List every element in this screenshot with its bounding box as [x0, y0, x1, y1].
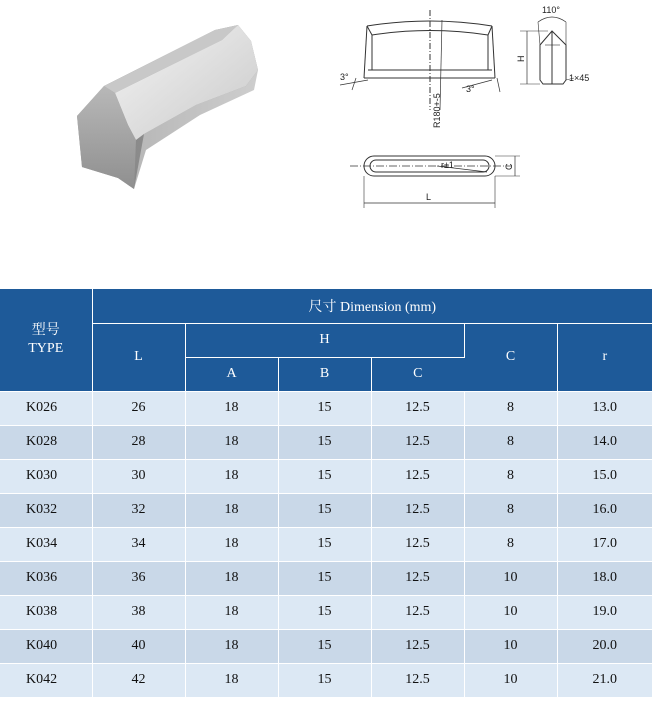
table-row — [0, 391, 652, 425]
specification-table — [0, 289, 652, 698]
cell-b: 15 — [278, 493, 371, 527]
cell-l: 42 — [92, 663, 185, 697]
cell-b: 15 — [278, 527, 371, 561]
cell-a: 18 — [185, 493, 278, 527]
cell-r: 17.0 — [557, 527, 652, 561]
cell-c: 10 — [464, 663, 557, 697]
cell-c-sub: 12.5 — [371, 391, 464, 425]
radius-label: R180+-5 — [432, 93, 442, 128]
cell-b: 15 — [278, 561, 371, 595]
col-header-r: r — [557, 323, 652, 391]
cell-c-sub: 12.5 — [371, 527, 464, 561]
cell-type: K032 — [0, 493, 92, 527]
cell-c: 8 — [464, 527, 557, 561]
cell-r: 21.0 — [557, 663, 652, 697]
edge-radius-label: r±1 — [441, 160, 454, 170]
cell-r: 20.0 — [557, 629, 652, 663]
draft-angle-left-label: 3° — [340, 72, 349, 82]
cell-l: 32 — [92, 493, 185, 527]
cell-type: K040 — [0, 629, 92, 663]
table-row — [0, 459, 652, 493]
type-header — [0, 289, 92, 391]
cell-r: 15.0 — [557, 459, 652, 493]
col-header-c: C — [464, 323, 557, 391]
col-header-c-sub: C — [371, 357, 464, 391]
col-header-a: A — [185, 357, 278, 391]
cell-l: 26 — [92, 391, 185, 425]
cell-b: 15 — [278, 391, 371, 425]
cell-a: 18 — [185, 595, 278, 629]
cell-type: K028 — [0, 425, 92, 459]
product-illustration-area — [0, 0, 652, 286]
draft-angle-right-label: 3° — [466, 84, 475, 94]
cell-l: 34 — [92, 527, 185, 561]
cell-r: 18.0 — [557, 561, 652, 595]
cell-c: 8 — [464, 425, 557, 459]
col-header-l: L — [92, 323, 185, 391]
cell-c-sub: 12.5 — [371, 629, 464, 663]
cell-type: K030 — [0, 459, 92, 493]
cell-c-sub: 12.5 — [371, 459, 464, 493]
col-header-b: B — [278, 357, 371, 391]
col-header-h: H — [185, 323, 464, 357]
cell-c: 8 — [464, 391, 557, 425]
cell-r: 19.0 — [557, 595, 652, 629]
cell-c: 8 — [464, 459, 557, 493]
technical-drawing — [0, 0, 652, 286]
cell-c-sub: 12.5 — [371, 595, 464, 629]
cell-r: 13.0 — [557, 391, 652, 425]
cell-a: 18 — [185, 561, 278, 595]
height-label: H — [516, 55, 526, 62]
table-row — [0, 493, 652, 527]
table-row — [0, 663, 652, 697]
top-view-drawing — [350, 156, 520, 208]
cell-a: 18 — [185, 459, 278, 493]
table-row — [0, 561, 652, 595]
length-label: L — [426, 192, 432, 202]
cell-type: K026 — [0, 391, 92, 425]
cell-c: 10 — [464, 595, 557, 629]
tip-angle-label: 110° — [542, 5, 560, 15]
table-row — [0, 425, 652, 459]
cell-type: K036 — [0, 561, 92, 595]
cell-r: 16.0 — [557, 493, 652, 527]
cell-type: K038 — [0, 595, 92, 629]
table-row — [0, 629, 652, 663]
cell-a: 18 — [185, 629, 278, 663]
cell-c: 10 — [464, 561, 557, 595]
thickness-label: C — [504, 163, 514, 170]
front-view-drawing — [340, 10, 500, 110]
table-row — [0, 595, 652, 629]
side-view-drawing — [520, 17, 574, 84]
cell-r: 14.0 — [557, 425, 652, 459]
cell-c-sub: 12.5 — [371, 425, 464, 459]
dimension-header: 尺寸 Dimension (mm) — [92, 289, 652, 323]
cell-a: 18 — [185, 391, 278, 425]
cell-b: 15 — [278, 629, 371, 663]
type-header-en: TYPE — [28, 340, 64, 356]
cell-type: K042 — [0, 663, 92, 697]
cell-l: 38 — [92, 595, 185, 629]
chamfer-label: 1×45 — [569, 73, 590, 83]
cell-l: 28 — [92, 425, 185, 459]
cell-c-sub: 12.5 — [371, 663, 464, 697]
cell-b: 15 — [278, 663, 371, 697]
cell-c: 8 — [464, 493, 557, 527]
cell-type: K034 — [0, 527, 92, 561]
cell-c-sub: 12.5 — [371, 493, 464, 527]
cell-l: 36 — [92, 561, 185, 595]
cell-l: 30 — [92, 459, 185, 493]
cell-l: 40 — [92, 629, 185, 663]
cell-a: 18 — [185, 527, 278, 561]
cell-b: 15 — [278, 595, 371, 629]
carbide-tip-3d-render — [77, 25, 258, 189]
table-row — [0, 527, 652, 561]
cell-b: 15 — [278, 425, 371, 459]
cell-a: 18 — [185, 663, 278, 697]
cell-c-sub: 12.5 — [371, 561, 464, 595]
cell-a: 18 — [185, 425, 278, 459]
type-header-cn: 型号 — [31, 322, 60, 338]
cell-c: 10 — [464, 629, 557, 663]
cell-b: 15 — [278, 459, 371, 493]
